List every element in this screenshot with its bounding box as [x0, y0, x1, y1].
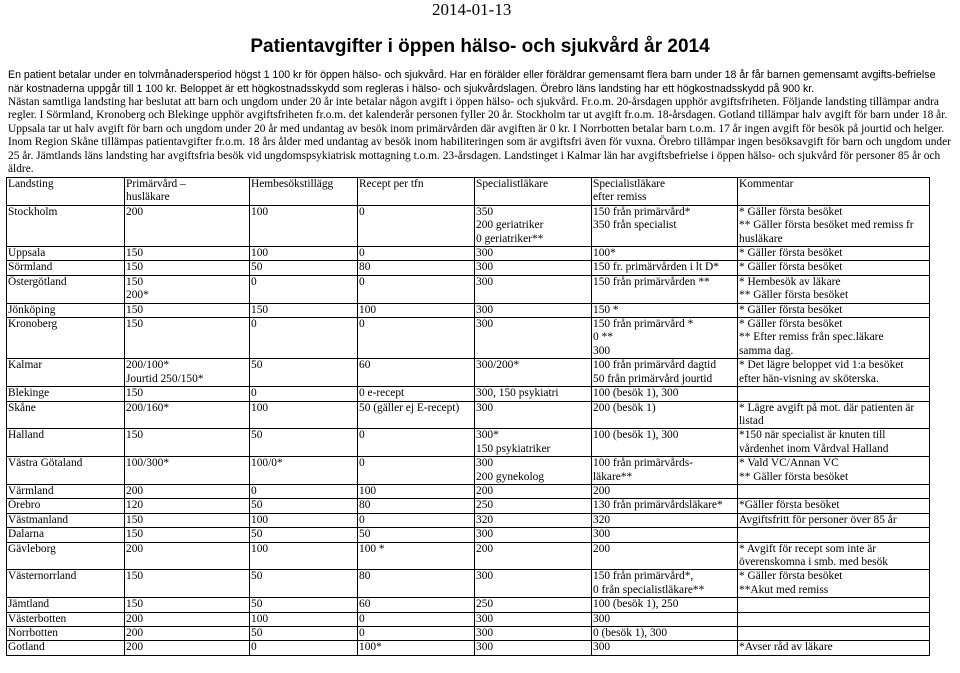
cell-recept: 0	[358, 513, 475, 527]
cell-primarvard: 100/300*	[125, 457, 250, 485]
cell-landsting: Gotland	[7, 641, 125, 655]
cell-kommentar	[738, 528, 930, 542]
cell-hembesok: 50	[250, 627, 358, 641]
cell-primarvard: 150	[125, 303, 250, 317]
cell-kommentar: * Gäller första besöket	[738, 247, 930, 261]
cell-hembesok: 0	[250, 387, 358, 401]
cell-kommentar: *Avser råd av läkare	[738, 641, 930, 655]
table-row	[7, 275, 930, 303]
cell-primarvard: 150	[125, 387, 250, 401]
cell-landsting: Jämtland	[7, 598, 125, 612]
cell-specialist: 300	[475, 275, 592, 303]
cell-hembesok: 0	[250, 641, 358, 655]
cell-recept: 100 *	[358, 542, 475, 570]
cell-specialist: 200	[475, 542, 592, 570]
cell-landsting: Västerbotten	[7, 612, 125, 626]
cell-kommentar	[738, 387, 930, 401]
cell-specialist-remiss: 200	[592, 542, 738, 570]
table-row	[7, 359, 930, 387]
cell-landsting: Jönköping	[7, 303, 125, 317]
cell-specialist-remiss: 100 (besök 1), 250	[592, 598, 738, 612]
cell-primarvard: 200	[125, 612, 250, 626]
cell-recept: 50 (gäller ej E-recept)	[358, 401, 475, 429]
cell-specialist: 300/200*	[475, 359, 592, 387]
cell-landsting: Östergötland	[7, 275, 125, 303]
cell-hembesok: 50	[250, 598, 358, 612]
cell-specialist-remiss: 150 från primärvård*, 0 från specialistläkare**	[592, 570, 738, 598]
cell-landsting: Kalmar	[7, 359, 125, 387]
cell-specialist-remiss: 150 från primärvård* 350 från specialist	[592, 205, 738, 246]
cell-hembesok: 100	[250, 542, 358, 570]
header-specialist-remiss: Specialistläkare efter remiss	[592, 178, 738, 206]
page-title: Patientavgifter i öppen hälso- och sjukvård år 2014	[250, 36, 710, 57]
cell-kommentar: * Vald VC/Annan VC ** Gäller första besöket	[738, 457, 930, 485]
cell-specialist: 300	[475, 641, 592, 655]
cell-recept: 100*	[358, 641, 475, 655]
cell-specialist: 300	[475, 318, 592, 359]
cell-specialist-remiss: 200 (besök 1)	[592, 401, 738, 429]
cell-specialist: 350 200 geriatriker 0 geriatriker**	[475, 205, 592, 246]
cell-specialist-remiss: 150 *	[592, 303, 738, 317]
table-row	[7, 205, 930, 246]
cell-specialist-remiss: 300	[592, 528, 738, 542]
cell-specialist: 300 200 gynekolog	[475, 457, 592, 485]
table-header-row	[7, 178, 930, 206]
cell-specialist-remiss: 200	[592, 484, 738, 498]
cell-kommentar	[738, 612, 930, 626]
cell-kommentar: * Gäller första besöket	[738, 261, 930, 275]
cell-hembesok: 0	[250, 484, 358, 498]
cell-kommentar: * Gäller första besöket ** Gäller första besöket med remiss fr husläkare	[738, 205, 930, 246]
table-row	[7, 513, 930, 527]
cell-recept: 60	[358, 598, 475, 612]
table-row	[7, 457, 930, 485]
cell-recept: 0	[358, 318, 475, 359]
cell-primarvard: 200/160*	[125, 401, 250, 429]
cell-kommentar: * Det lägre beloppet vid 1:a besöket efter hän-visning av sköterska.	[738, 359, 930, 387]
cell-specialist-remiss: 300	[592, 641, 738, 655]
cell-landsting: Norrbotten	[7, 627, 125, 641]
cell-specialist-remiss: 0 (besök 1), 300	[592, 627, 738, 641]
cell-hembesok: 100	[250, 513, 358, 527]
cell-specialist-remiss: 130 från primärvårdsläkare*	[592, 499, 738, 513]
cell-specialist: 300	[475, 401, 592, 429]
cell-hembesok: 100	[250, 612, 358, 626]
cell-hembesok: 50	[250, 499, 358, 513]
table-row	[7, 570, 930, 598]
cell-specialist: 200	[475, 484, 592, 498]
cell-primarvard: 150	[125, 598, 250, 612]
cell-recept: 0	[358, 612, 475, 626]
cell-recept: 0	[358, 275, 475, 303]
table-row	[7, 528, 930, 542]
cell-landsting: Skåne	[7, 401, 125, 429]
cell-recept: 60	[358, 359, 475, 387]
cell-primarvard: 200/100* Jourtid 250/150*	[125, 359, 250, 387]
header-kommentar: Kommentar	[738, 178, 930, 206]
table-row	[7, 598, 930, 612]
cell-primarvard: 150	[125, 247, 250, 261]
cell-landsting: Västmanland	[7, 513, 125, 527]
cell-landsting: Gävleborg	[7, 542, 125, 570]
cell-primarvard: 200	[125, 542, 250, 570]
header-hembesok: Hembesökstillägg	[250, 178, 358, 206]
cell-recept: 0	[358, 457, 475, 485]
cell-hembesok: 50	[250, 570, 358, 598]
cell-hembesok: 100	[250, 401, 358, 429]
cell-kommentar: *Gäller första besöket	[738, 499, 930, 513]
cell-recept: 100	[358, 303, 475, 317]
cell-primarvard: 150	[125, 318, 250, 359]
table-row	[7, 247, 930, 261]
cell-specialist-remiss: 150 fr. primärvården i lt D*	[592, 261, 738, 275]
cell-primarvard: 200	[125, 484, 250, 498]
cell-primarvard: 150	[125, 429, 250, 457]
table-row	[7, 303, 930, 317]
cell-recept: 50	[358, 528, 475, 542]
cell-hembesok: 100	[250, 247, 358, 261]
cell-recept: 80	[358, 570, 475, 598]
cell-specialist: 250	[475, 598, 592, 612]
table-row	[7, 318, 930, 359]
table-row	[7, 627, 930, 641]
cell-landsting: Örebro	[7, 499, 125, 513]
cell-specialist-remiss: 320	[592, 513, 738, 527]
cell-recept: 0	[358, 247, 475, 261]
cell-landsting: Kronoberg	[7, 318, 125, 359]
cell-specialist: 300, 150 psykiatri	[475, 387, 592, 401]
cell-hembesok: 100/0*	[250, 457, 358, 485]
cell-primarvard: 150	[125, 261, 250, 275]
rules-paragraph: Nästan samtliga landsting har beslutat att barn och ungdom under 20 år inte betalar någon avgift i öppen hälso- och sjukvård. Fr.o.m. 20-årsdagen upphör avgiftsfriheten. Följande landsting tillämpar andra regler. I Sörmland, Kronoberg och Blekinge upphör avgiftsfriheten fr.o.m. det kalenderår personen fyller 20 år. Stockholm tar ut avgift fr.o.m. 18-årsdagen. Gotland tillämpar halv avgift för barn under 18 år. Uppsala tar ut halv avgift för barn och ungdom under 20 år med undantag av besök inom primärvården där avgiften är 0 kr. I Norrbotten betalar barn t.o.m. 17 år ingen avgift för besök på jourtid och helger. Inom Region Skåne tillämpas patientavgifter fr.o.m. 18 års ålder med undantag av besök inom habiliteringen som är avgiftsfri även för vuxna. Örebro tillämpar ingen besöksavgift för barn och ungdom under 25 år. Jämtlands läns landsting har avgiftsfria besök vid ungdomspsykiatrisk mottagning t.o.m. 23-årsdagen. Landstinget i Kalmar län har avgiftsbefrielse i öppen hälso- och sjukvård för personer 85 år och äldre.	[8, 96, 951, 176]
table-row	[7, 387, 930, 401]
cell-landsting: Värmland	[7, 484, 125, 498]
cell-hembesok: 50	[250, 429, 358, 457]
cell-landsting: Uppsala	[7, 247, 125, 261]
cell-kommentar: *150 när specialist är knuten till vårdenhet inom Vårdval Halland	[738, 429, 930, 457]
cell-primarvard: 150	[125, 528, 250, 542]
cell-specialist: 300	[475, 261, 592, 275]
header-primarvard: Primärvård – husläkare	[125, 178, 250, 206]
cell-landsting: Stockholm	[7, 205, 125, 246]
cell-hembesok: 50	[250, 359, 358, 387]
cell-specialist-remiss: 100 (besök 1), 300	[592, 429, 738, 457]
cell-kommentar: Avgiftsfritt för personer över 85 år	[738, 513, 930, 527]
cell-kommentar	[738, 484, 930, 498]
cell-specialist-remiss: 150 från primärvård * 0 ** 300	[592, 318, 738, 359]
cell-primarvard: 150	[125, 513, 250, 527]
table-row	[7, 499, 930, 513]
cell-landsting: Västernorrland	[7, 570, 125, 598]
cell-specialist-remiss: 100 från primärvårds- läkare**	[592, 457, 738, 485]
cell-primarvard: 150	[125, 570, 250, 598]
cell-kommentar: * Hembesök av läkare ** Gäller första besöket	[738, 275, 930, 303]
cell-hembesok: 0	[250, 275, 358, 303]
cell-recept: 80	[358, 261, 475, 275]
cell-kommentar: * Lägre avgift på mot. där patienten är listad	[738, 401, 930, 429]
cell-primarvard: 150 200*	[125, 275, 250, 303]
cell-specialist: 300	[475, 627, 592, 641]
cell-specialist-remiss: 300	[592, 612, 738, 626]
cell-primarvard: 200	[125, 205, 250, 246]
cell-primarvard: 120	[125, 499, 250, 513]
cell-landsting: Sörmland	[7, 261, 125, 275]
header-recept: Recept per tfn	[358, 178, 475, 206]
table-row	[7, 401, 930, 429]
cell-specialist-remiss: 150 från primärvården **	[592, 275, 738, 303]
cell-kommentar: * Gäller första besöket **Akut med remiss	[738, 570, 930, 598]
table-row	[7, 261, 930, 275]
cell-hembesok: 150	[250, 303, 358, 317]
header-specialist: Specialistläkare	[475, 178, 592, 206]
cell-kommentar: * Gäller första besöket	[738, 303, 930, 317]
cell-hembesok: 100	[250, 205, 358, 246]
cell-recept: 0	[358, 429, 475, 457]
cell-primarvard: 200	[125, 641, 250, 655]
cell-recept: 0 e-recept	[358, 387, 475, 401]
cell-landsting: Dalarna	[7, 528, 125, 542]
document-date: 2014-01-13	[432, 0, 512, 19]
cell-recept: 100	[358, 484, 475, 498]
cell-specialist: 300	[475, 247, 592, 261]
cell-specialist: 300	[475, 303, 592, 317]
fee-table	[6, 177, 930, 656]
table-row	[7, 484, 930, 498]
cell-kommentar: * Avgift för recept som inte är överenskomna i smb. med besök	[738, 542, 930, 570]
cell-landsting: Blekinge	[7, 387, 125, 401]
cell-kommentar	[738, 598, 930, 612]
cell-hembesok: 50	[250, 528, 358, 542]
table-row	[7, 542, 930, 570]
intro-paragraph: En patient betalar under en tolvmånadersperiod högst 1 100 kr för öppen hälso- och sjukvård. Har en förälder eller föräldrar gemensamt flera barn under 18 år får barnen gemensamt avgifts-befrielse när kostnaderna uppgår till 1 100 kr. Beloppet är ett högkostnadsskydd som regleras i hälso- och sjukvårdslagen. Örebro läns landsting har ett högkostnadsskydd på 900 kr.	[8, 69, 936, 95]
header-landsting: Landsting	[7, 178, 125, 206]
table-row	[7, 429, 930, 457]
cell-specialist: 320	[475, 513, 592, 527]
cell-specialist: 300	[475, 612, 592, 626]
cell-hembesok: 0	[250, 318, 358, 359]
table-body	[7, 205, 930, 655]
cell-recept: 80	[358, 499, 475, 513]
cell-specialist: 300	[475, 570, 592, 598]
cell-kommentar	[738, 627, 930, 641]
cell-landsting: Västra Götaland	[7, 457, 125, 485]
table-row	[7, 641, 930, 655]
cell-specialist: 300* 150 psykiatriker	[475, 429, 592, 457]
cell-kommentar: * Gäller första besöket ** Efter remiss från spec.läkare samma dag.	[738, 318, 930, 359]
cell-recept: 0	[358, 627, 475, 641]
cell-specialist: 250	[475, 499, 592, 513]
cell-specialist-remiss: 100 (besök 1), 300	[592, 387, 738, 401]
cell-specialist-remiss: 100*	[592, 247, 738, 261]
cell-specialist-remiss: 100 från primärvård dagtid 50 från primärvård jourtid	[592, 359, 738, 387]
cell-recept: 0	[358, 205, 475, 246]
cell-landsting: Halland	[7, 429, 125, 457]
cell-hembesok: 50	[250, 261, 358, 275]
cell-specialist: 300	[475, 528, 592, 542]
table-row	[7, 612, 930, 626]
cell-primarvard: 200	[125, 627, 250, 641]
